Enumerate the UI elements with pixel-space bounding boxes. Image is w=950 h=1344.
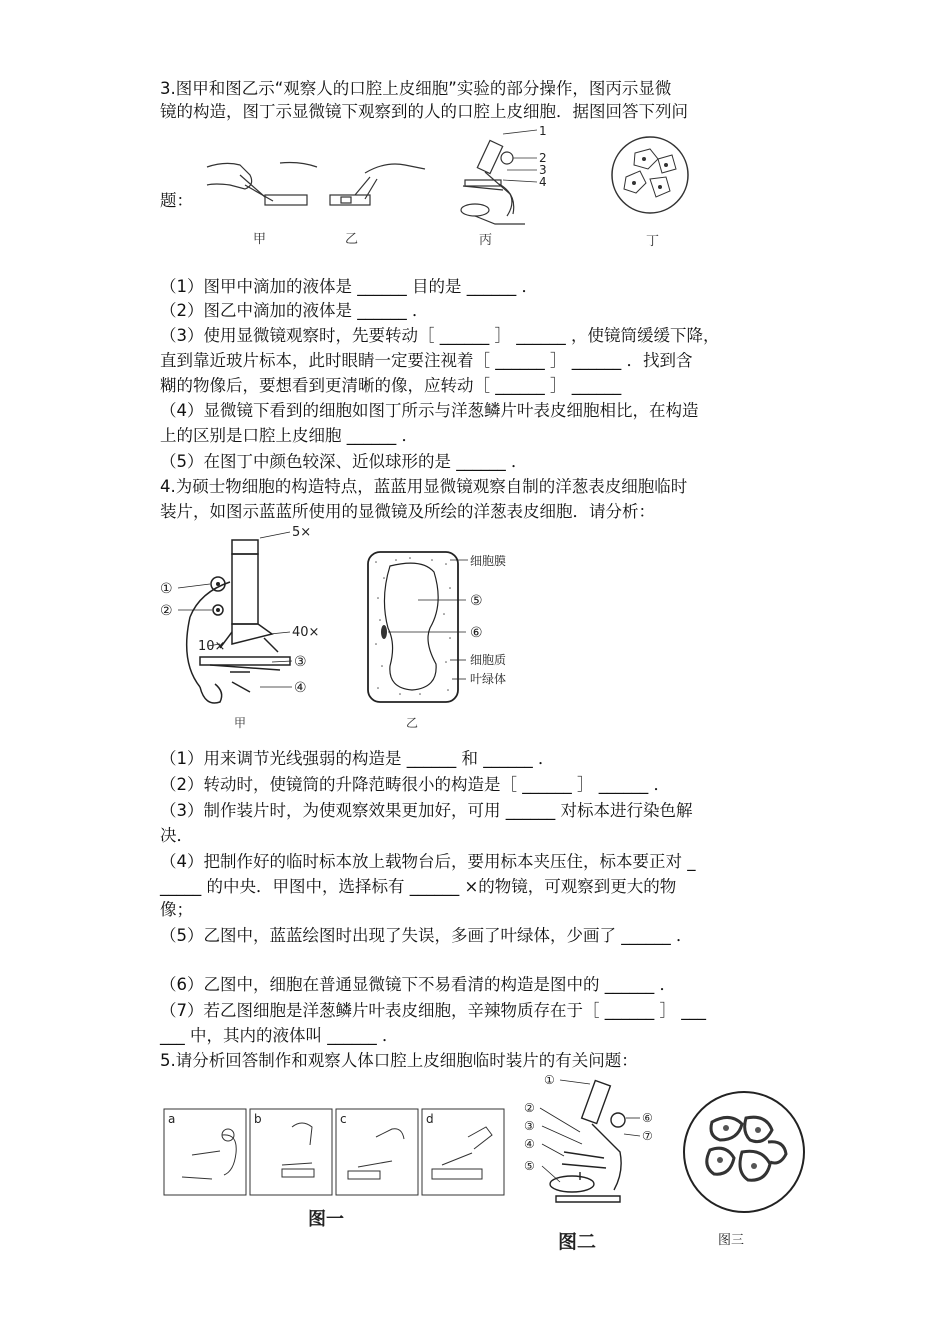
q4-figure-yi-onion-cell [360,548,535,732]
q3-figure-yi [325,155,435,250]
q4-item-4b: _____ 的中央．甲图中，选择标有 ______ ×的物镜，可观察到更大的物 [160,877,677,896]
q4-item-6: （6）乙图中，细胞在普通显微镜下不易看清的构造是图中的 ______ ． [160,975,676,994]
q4-label-2: ② [160,603,173,619]
q4-item-3b: 决． [160,826,193,845]
q5-label-4: ④ [524,1137,535,1151]
q3-item-3b: 直到靠近玻片标本，此时眼睛一定要注视着［ ______ ］ ______ ．找到含 [160,351,693,370]
q4-item-4c: 像； [160,900,193,919]
q5-figure-3-cells [680,1088,810,1248]
q3-item-4b: 上的区别是口腔上皮细胞 ______ ． [160,426,418,445]
q3-item-3a: （3）使用显微镜观察时，先要转动［ ______ ］ ______ ，使镜筒缓缓下降， [160,326,720,345]
q4-caption-yi: 乙 [406,716,419,730]
q5-label-7: ⑦ [642,1129,653,1143]
q3-item-2: （2）图乙中滴加的液体是 ______ ． [160,301,429,320]
q4-label-3: ③ [294,654,307,670]
q4-objective-high-label: 40× [292,625,320,640]
q3-caption-bing: 丙 [479,233,493,248]
q3-microscope-label-2: 2 [539,151,547,165]
q4-item-7a: （7）若乙图细胞是洋葱鳞片叶表皮细胞，辛辣物质存在于［ ______ ］ ___ [160,1001,706,1020]
q4-label-chloroplast: 叶绿体 [470,672,507,686]
q3-item-4a: （4）显微镜下看到的细胞如图丁所示与洋葱鳞片叶表皮细胞相比，在构造 [160,401,699,420]
q3-microscope-label-3: 3 [539,163,547,177]
q4-label-1: ① [160,581,173,597]
q5-panel-c: c [340,1112,347,1126]
q4-caption-jia: 甲 [234,716,247,730]
q3-figure-bing-microscope [455,124,565,250]
q4-label-5: ⑤ [470,593,483,609]
q3-microscope-label-4: 4 [539,175,547,189]
q5-figure-1-steps [162,1105,507,1230]
q5-panel-a: a [168,1112,176,1126]
q5-panel-d: d [426,1112,434,1126]
q5-caption-1: 图一 [308,1209,344,1230]
q4-figure-jia-microscope [160,522,335,732]
q4-label-cytoplasm: 细胞质 [470,653,507,667]
q3-item-5: （5）在图丁中颜色较深、近似球形的是 ______ ． [160,452,528,471]
q3-caption-jia: 甲 [253,232,267,247]
q4-item-3a: （3）制作装片时，为使观察效果更加好，可用 ______ 对标本进行染色解 [160,801,693,820]
q5-label-1: ① [544,1073,555,1087]
q5-panel-b: b [254,1112,262,1126]
q5-caption-3: 图三 [718,1233,745,1248]
q4-label-cell-membrane: 细胞膜 [470,554,507,568]
q3-caption-ding: 丁 [646,234,660,249]
q4-intro-line-2: 装片，如图示蓝蓝所使用的显微镜及所绘的洋葱表皮细胞．请分析： [160,502,655,521]
q4-item-2: （2）转动时，使镜筒的升降范畴很小的构造是［ ______ ］ ______ ． [160,775,670,794]
q4-intro-line-1: 4.为硕士物细胞的构造特点，蓝蓝用显微镜观察自制的洋葱表皮细胞临时 [160,477,688,496]
q3-figure-ding-cells [610,135,695,250]
q4-item-5: （5）乙图中，蓝蓝绘图时出现了失误，多画了叶绿体，少画了 ______ ． [160,926,693,945]
q5-label-2: ② [524,1101,535,1115]
q3-item-1: （1）图甲中滴加的液体是 ______ 目的是 ______ ． [160,277,538,296]
q4-label-4: ④ [294,680,307,696]
q5-figure-2-microscope [520,1072,660,1255]
q4-objective-low-label: 10× [198,639,226,654]
q3-intro-line-2: 镜的构造，图丁示显微镜下观察到的人的口腔上皮细胞．据图回答下列问 [160,102,688,121]
q4-item-4a: （4）把制作好的临时标本放上载物台后，要用标本夹压住，标本要正对 _ [160,852,696,871]
q5-intro: 5.请分析回答制作和观察人体口腔上皮细胞临时装片的有关问题： [160,1051,638,1070]
q3-item-3c: 糊的物像后，要想看到更清晰的像，应转动［ ______ ］ ______ [160,376,622,395]
q5-label-6: ⑥ [642,1111,653,1125]
q3-intro-line-3: 题： [160,191,193,210]
q3-microscope-label-1: 1 [539,124,547,138]
q4-item-7b: ___ 中，其内的液体叫 ______ ． [160,1026,399,1045]
q4-eyepiece-label: 5× [292,525,312,540]
q4-item-1: （1）用来调节光线强弱的构造是 ______ 和 ______ ． [160,749,555,768]
q3-caption-yi: 乙 [345,232,359,247]
q5-label-5: ⑤ [524,1159,535,1173]
q5-caption-2: 图二 [558,1231,597,1253]
q3-figure-jia [205,155,320,250]
q5-label-3: ③ [524,1119,535,1133]
q3-intro-line-1: 3.图甲和图乙示“观察人的口腔上皮细胞”实验的部分操作，图丙示显微 [160,79,672,98]
q4-label-6: ⑥ [470,625,483,641]
